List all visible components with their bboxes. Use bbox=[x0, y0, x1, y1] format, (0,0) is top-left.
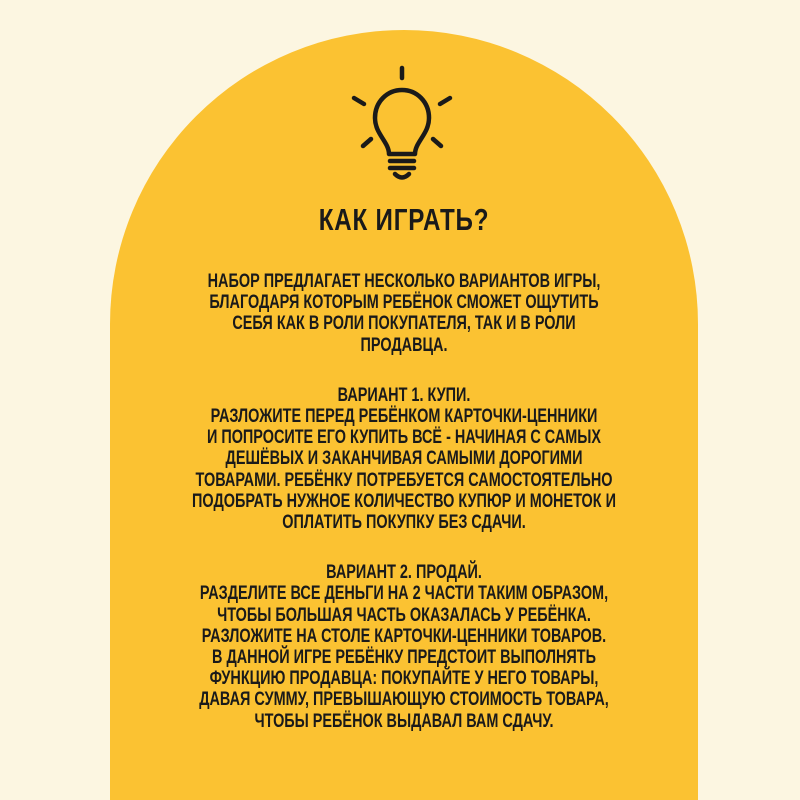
spacer bbox=[110, 533, 698, 562]
variant-1-line: РАЗЛОЖИТЕ ПЕРЕД РЕБЁНКОМ КАРТОЧКИ-ЦЕННИКИ bbox=[210, 405, 598, 428]
page-title: КАК ИГРАТЬ? bbox=[318, 202, 490, 237]
variant-1-line: ПОДОБРАТЬ НУЖНОЕ КОЛИЧЕСТВО КУПЮР И МОНЕТОК И bbox=[192, 489, 616, 512]
variant-2-line: ФУНКЦИЮ ПРОДАВЦА: ПОКУПАЙТЕ У НЕГО ТОВАРЫ, bbox=[209, 667, 599, 690]
variant-1-heading: ВАРИАНТ 1. КУПИ. bbox=[337, 383, 471, 406]
intro-line: НАБОР ПРЕДЛАГАЕТ НЕСКОЛЬКО ВАРИАНТОВ ИГРЫ, bbox=[207, 270, 601, 292]
variant-2-line: ЧТОБЫ РЕБЁНОК ВЫДАВАЛ ВАМ СДАЧУ. bbox=[254, 709, 554, 732]
spacer bbox=[110, 356, 698, 385]
variant-2-line: РАЗЛОЖИТЕ НА СТОЛЕ КАРТОЧКИ-ЦЕННИКИ ТОВАРОВ. bbox=[201, 624, 607, 647]
variant-2-heading: ВАРИАНТ 2. ПРОДАЙ. bbox=[326, 561, 482, 584]
variant-2-line: ЧТОБЫ БОЛЬШАЯ ЧАСТЬ ОКАЗАЛАСЬ У РЕБЁНКА. bbox=[217, 603, 591, 626]
intro-line: ПРОДАВЦА. bbox=[360, 333, 448, 356]
intro-paragraph bbox=[186, 271, 621, 356]
variant-1-line: ТОВАРАМИ. РЕБЁНКУ ПОТРЕБУЕТСЯ САМОСТОЯТЕЛЬНО bbox=[195, 468, 613, 491]
variant-2-line: РАЗДЕЛИТЕ ВСЕ ДЕНЬГИ НА 2 ЧАСТИ ТАКИМ ОБРАЗОМ, bbox=[199, 582, 609, 605]
intro-line: СЕБЯ КАК В РОЛИ ПОКУПАТЕЛЯ, ТАК И В РОЛИ bbox=[232, 312, 576, 335]
variant-1-line: ДЕШЁВЫХ И ЗАКАНЧИВАЯ САМЫМИ ДОРОГИМИ bbox=[225, 447, 583, 470]
variant-2-paragraph bbox=[186, 562, 621, 732]
intro-line: БЛАГОДАРЯ КОТОРЫМ РЕБЁНОК СМОЖЕТ ОЩУТИТЬ bbox=[209, 291, 599, 314]
variant-2-line: ДАВАЯ СУММУ, ПРЕВЫШАЮЩУЮ СТОИМОСТЬ ТОВАРА, bbox=[199, 688, 609, 711]
variant-1-line: И ПОПРОСИТЕ ЕГО КУПИТЬ ВСЁ - НАЧИНАЯ С САМЫХ bbox=[206, 426, 602, 449]
variant-2-line: В ДАННОЙ ИГРЕ РЕБЁНКУ ПРЕДСТОИТ ВЫПОЛНЯТЬ bbox=[212, 646, 596, 669]
variant-1-line: ОПЛАТИТЬ ПОКУПКУ БЕЗ СДАЧИ. bbox=[282, 511, 526, 534]
variant-1-paragraph bbox=[186, 385, 621, 533]
instructions-text bbox=[110, 200, 698, 732]
lightbulb-icon bbox=[345, 60, 465, 185]
